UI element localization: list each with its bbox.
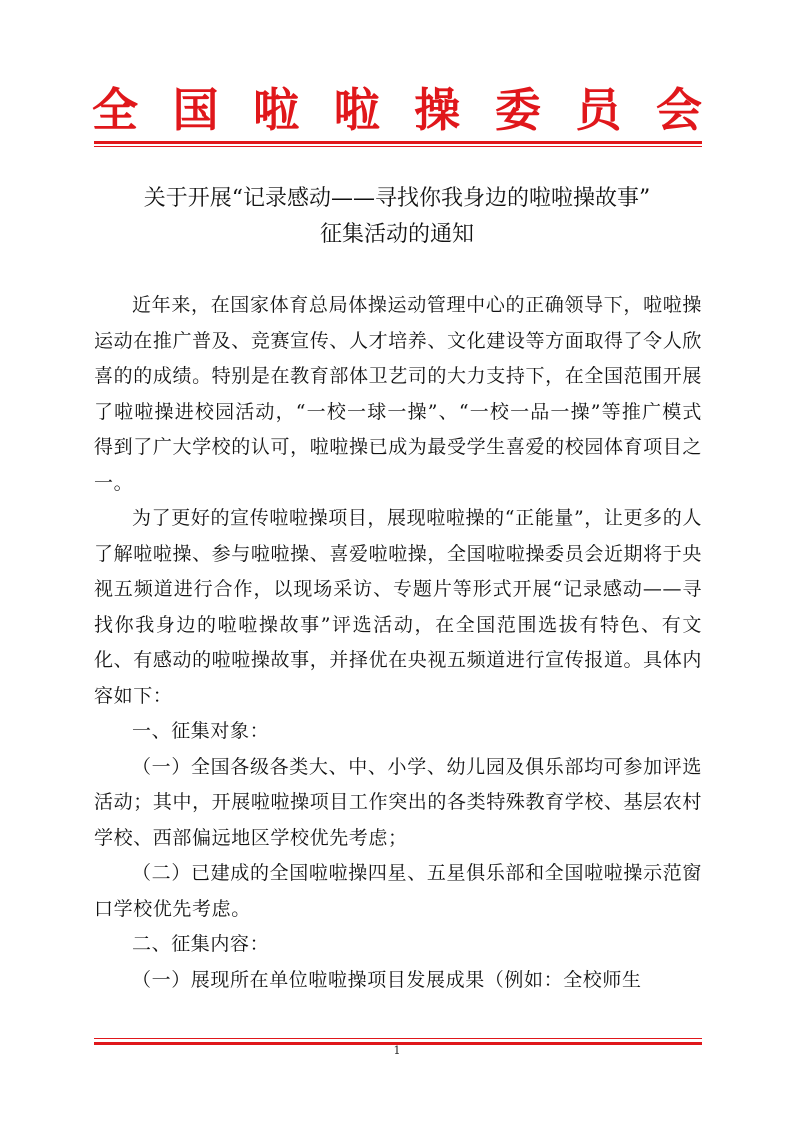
letterhead-char: 员: [575, 83, 622, 137]
section-heading: 一、征集对象：: [132, 720, 270, 742]
notice-body: [94, 288, 702, 998]
letterhead-rule-thin: [94, 146, 702, 147]
letterhead-char: 会: [655, 83, 702, 137]
body-paragraph: 为了更好的宣传啦啦操项目，展现啦啦操的“正能量”，让更多的人了解啦啦操、参与啦啦操、喜爱啦啦操，全国啦啦操委员会近期将于央视五频道进行合作，以现场采访、专题片等形式开展“记录感动——寻找你我身边的啦啦操故事”评选活动，在全国范围选拔有特色、有文化、有感动的啦啦操故事，并择优在央视五频道进行宣传报道。具体内容如下：: [94, 507, 702, 707]
letterhead-char: 啦: [253, 83, 300, 137]
letterhead-char: 委: [494, 83, 541, 137]
footer-rule-thin: [94, 1038, 702, 1039]
letterhead-char: 啦: [333, 83, 380, 137]
body-paragraph: （二）已建成的全国啦啦操四星、五星俱乐部和全国啦啦操示范窗口学校优先考虑。: [94, 862, 702, 920]
letterhead-rule-thick: [94, 141, 702, 144]
body-paragraph: （一）展现所在单位啦啦操项目发展成果（例如：全校师生: [132, 968, 642, 991]
letterhead-char: 国: [172, 83, 219, 137]
notice-title-line-1: 关于开展“记录感动——寻找你我身边的啦啦操故事”: [143, 186, 651, 211]
body-paragraph: （一）全国各级各类大、中、小学、幼儿园及俱乐部均可参加评选活动；其中，开展啦啦操项目工作突出的各类特殊教育学校、基层农村学校、西部偏远地区学校优先考虑；: [94, 755, 702, 849]
notice-title-line-2: 征集活动的通知: [319, 222, 474, 247]
letterhead-title: [92, 82, 702, 138]
page-number: 1: [393, 1044, 401, 1057]
letterhead-char: 全: [92, 83, 138, 137]
letterhead-char: 操: [414, 83, 461, 137]
section-heading: 二、征集内容：: [132, 933, 270, 955]
body-paragraph: 近年来，在国家体育总局体操运动管理中心的正确领导下，啦啦操运动在推广普及、竞赛宣传、人才培养、文化建设等方面取得了令人欣喜的的成绩。特别是在教育部体卫艺司的大力支持下，在全国范围开展了啦啦操进校园活动，“一校一球一操”、“一校一品一操”等推广模式得到了广大学校的认可，啦啦操已成为最受学生喜爱的校园体育项目之一。: [94, 294, 702, 494]
